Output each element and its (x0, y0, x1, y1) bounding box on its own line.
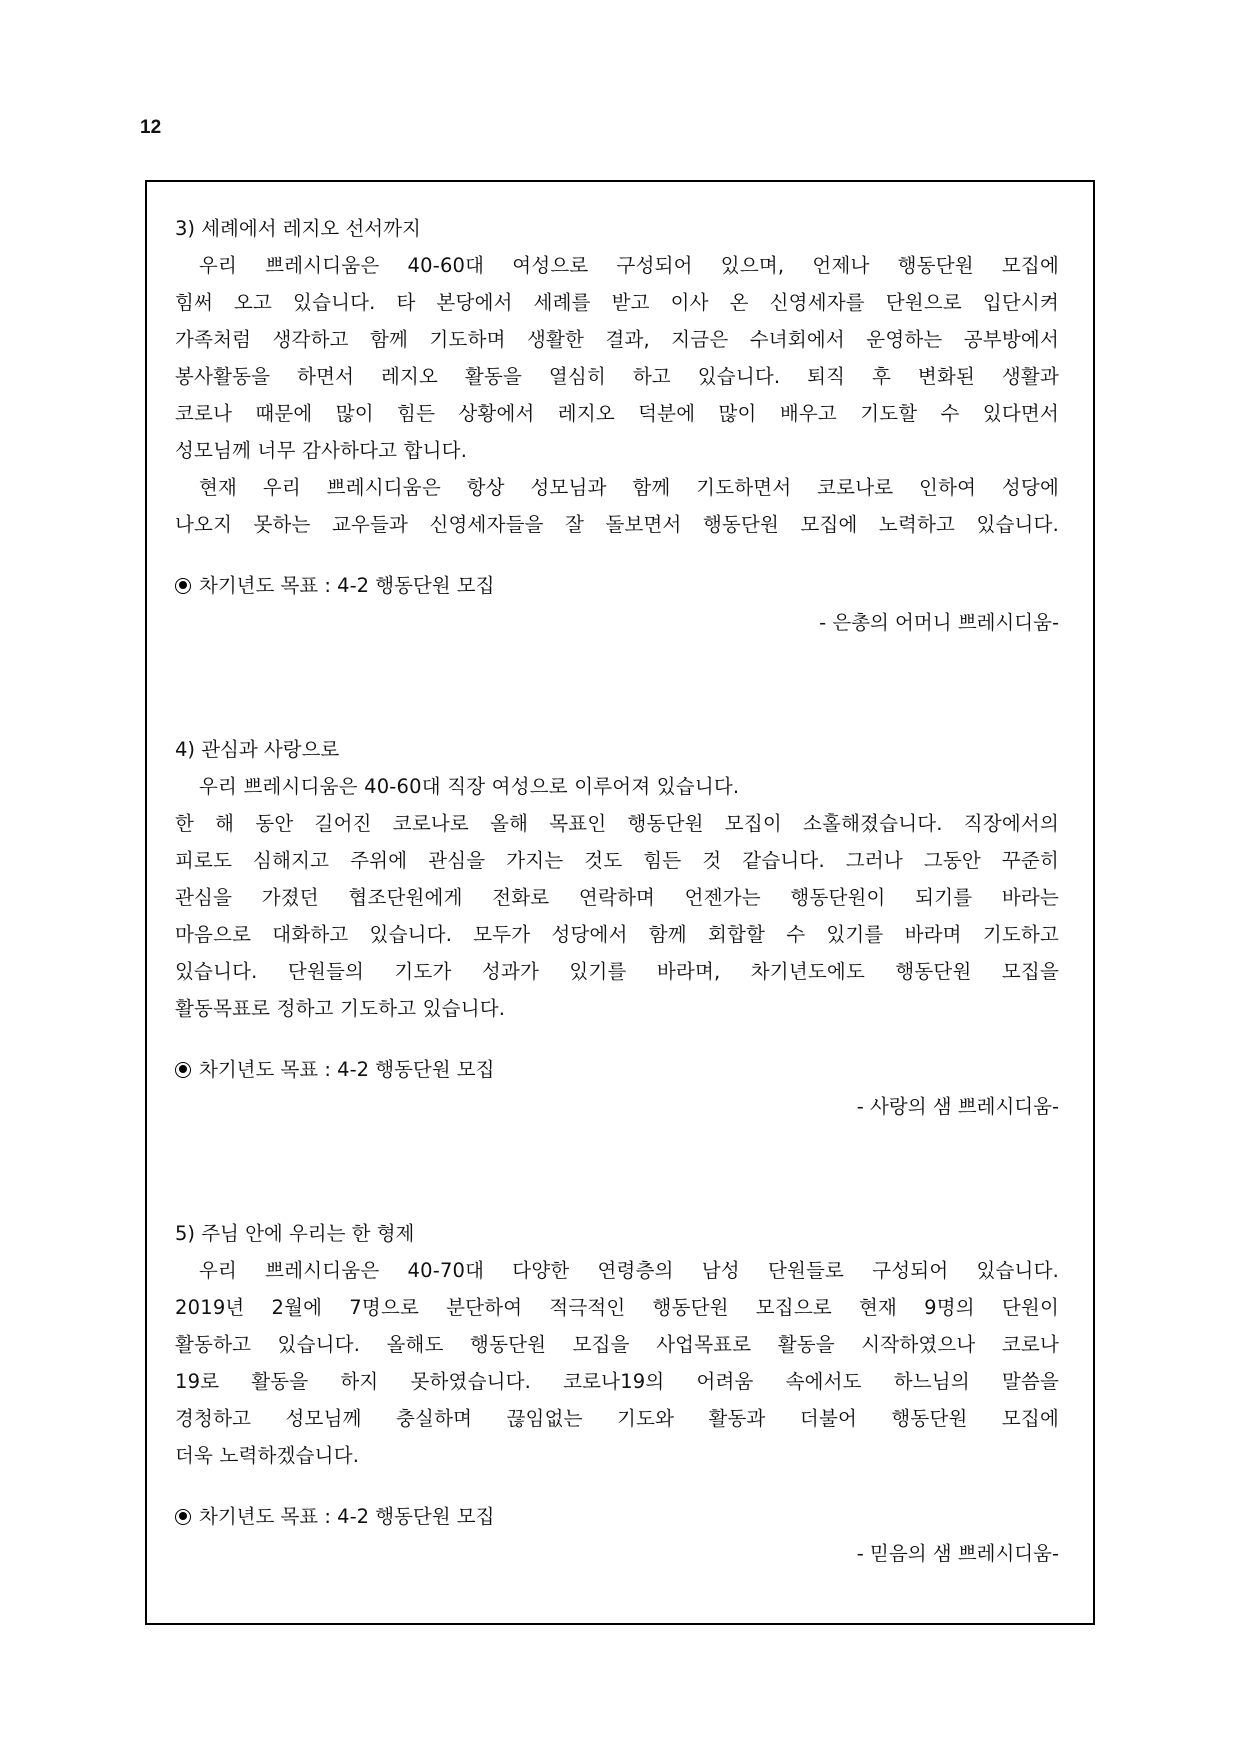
goal-text: 차기년도 목표 : 4-2 행동단원 모집 (199, 574, 495, 597)
section-5 (175, 1215, 1059, 1572)
paragraph-line: 가족처럼 생각하고 함께 기도하며 생활한 결과, 지금은 수녀회에서 운영하는 공부방에서 (175, 328, 1059, 351)
next-year-goal (175, 1498, 1059, 1535)
paragraph-line: 관심을 가졌던 협조단원에게 전화로 연락하며 언젠가는 행동단원이 되기를 바라는 (175, 886, 1059, 909)
paragraph-line: 나오지 못하는 교우들과 신영세자들을 잘 돌보면서 행동단원 모집에 노력하고 있습니다. (175, 513, 1059, 536)
paragraph-line: 한 해 동안 길어진 코로나로 올해 목표인 행동단원 모집이 소홀해졌습니다. 직장에서의 (175, 812, 1059, 835)
section-title: 5) 주님 안에 우리는 한 형제 (175, 1222, 415, 1245)
paragraph-line: 더욱 노력하겠습니다. (175, 1444, 360, 1467)
paragraph-line: 코로나 때문에 많이 힘든 상황에서 레지오 덕분에 많이 배우고 기도할 수 있다면서 (175, 402, 1059, 425)
paragraph-line: 성모님께 너무 감사하다고 합니다. (175, 439, 468, 462)
next-year-goal (175, 567, 1059, 604)
content-box (145, 180, 1095, 1625)
paragraph-line: 피로도 심해지고 주위에 관심을 가지는 것도 힘든 것 같습니다. 그러나 그동안 꾸준히 (175, 849, 1059, 872)
section-title: 4) 관심과 사랑으로 (175, 738, 340, 761)
content-body (175, 210, 1059, 1572)
section-4 (175, 731, 1059, 1125)
page-number: 12 (140, 117, 162, 138)
paragraph-line: 우리 쁘레시디움은 40-60대 직장 여성으로 이루어져 있습니다. (199, 775, 740, 798)
radio-bullet-icon (175, 578, 191, 594)
goal-text: 차기년도 목표 : 4-2 행동단원 모집 (199, 1058, 495, 1081)
paragraph-line: 우리 쁘레시디움은 40-70대 다양한 연령층의 남성 단원들로 구성되어 있습니다. (199, 1259, 1059, 1282)
paragraph-line: 경청하고 성모님께 충실하며 끊임없는 기도와 활동과 더불어 행동단원 모집에 (175, 1407, 1059, 1430)
radio-bullet-icon (175, 1062, 191, 1078)
paragraph-line: 봉사활동을 하면서 레지오 활동을 열심히 하고 있습니다. 퇴직 후 변화된 생활과 (175, 365, 1059, 388)
paragraph-line: 2019년 2월에 7명으로 분단하여 적극적인 행동단원 모집으로 현재 9명의 단원이 (175, 1296, 1059, 1319)
paragraph-line: 현재 우리 쁘레시디움은 항상 성모님과 함께 기도하면서 코로나로 인하여 성당에 (199, 476, 1059, 499)
paragraph-line: 우리 쁘레시디움은 40-60대 여성으로 구성되어 있으며, 언제나 행동단원 모집에 (199, 254, 1059, 277)
next-year-goal (175, 1051, 1059, 1088)
paragraph-line: 19로 활동을 하지 못하였습니다. 코로나19의 어려움 속에서도 하느님의 말씀을 (175, 1370, 1059, 1393)
signature: - 사랑의 샘 쁘레시디움- (856, 1095, 1059, 1118)
section-title: 3) 세례에서 레지오 선서까지 (175, 217, 421, 240)
signature: - 믿음의 샘 쁘레시디움- (856, 1542, 1059, 1565)
paragraph-line: 활동하고 있습니다. 올해도 행동단원 모집을 사업목표로 활동을 시작하였으나 코로나 (175, 1333, 1059, 1356)
paragraph-line: 있습니다. 단원들의 기도가 성과가 있기를 바라며, 차기년도에도 행동단원 모집을 (175, 960, 1059, 983)
goal-text: 차기년도 목표 : 4-2 행동단원 모집 (199, 1505, 495, 1528)
section-3 (175, 210, 1059, 641)
paragraph-line: 힘써 오고 있습니다. 타 본당에서 세례를 받고 이사 온 신영세자를 단원으로 입단시켜 (175, 291, 1059, 314)
paragraph-line: 활동목표로 정하고 기도하고 있습니다. (175, 997, 506, 1020)
signature: - 은총의 어머니 쁘레시디움- (819, 611, 1059, 634)
paragraph-line: 마음으로 대화하고 있습니다. 모두가 성당에서 함께 회합할 수 있기를 바라며 기도하고 (175, 923, 1059, 946)
radio-bullet-icon (175, 1509, 191, 1525)
